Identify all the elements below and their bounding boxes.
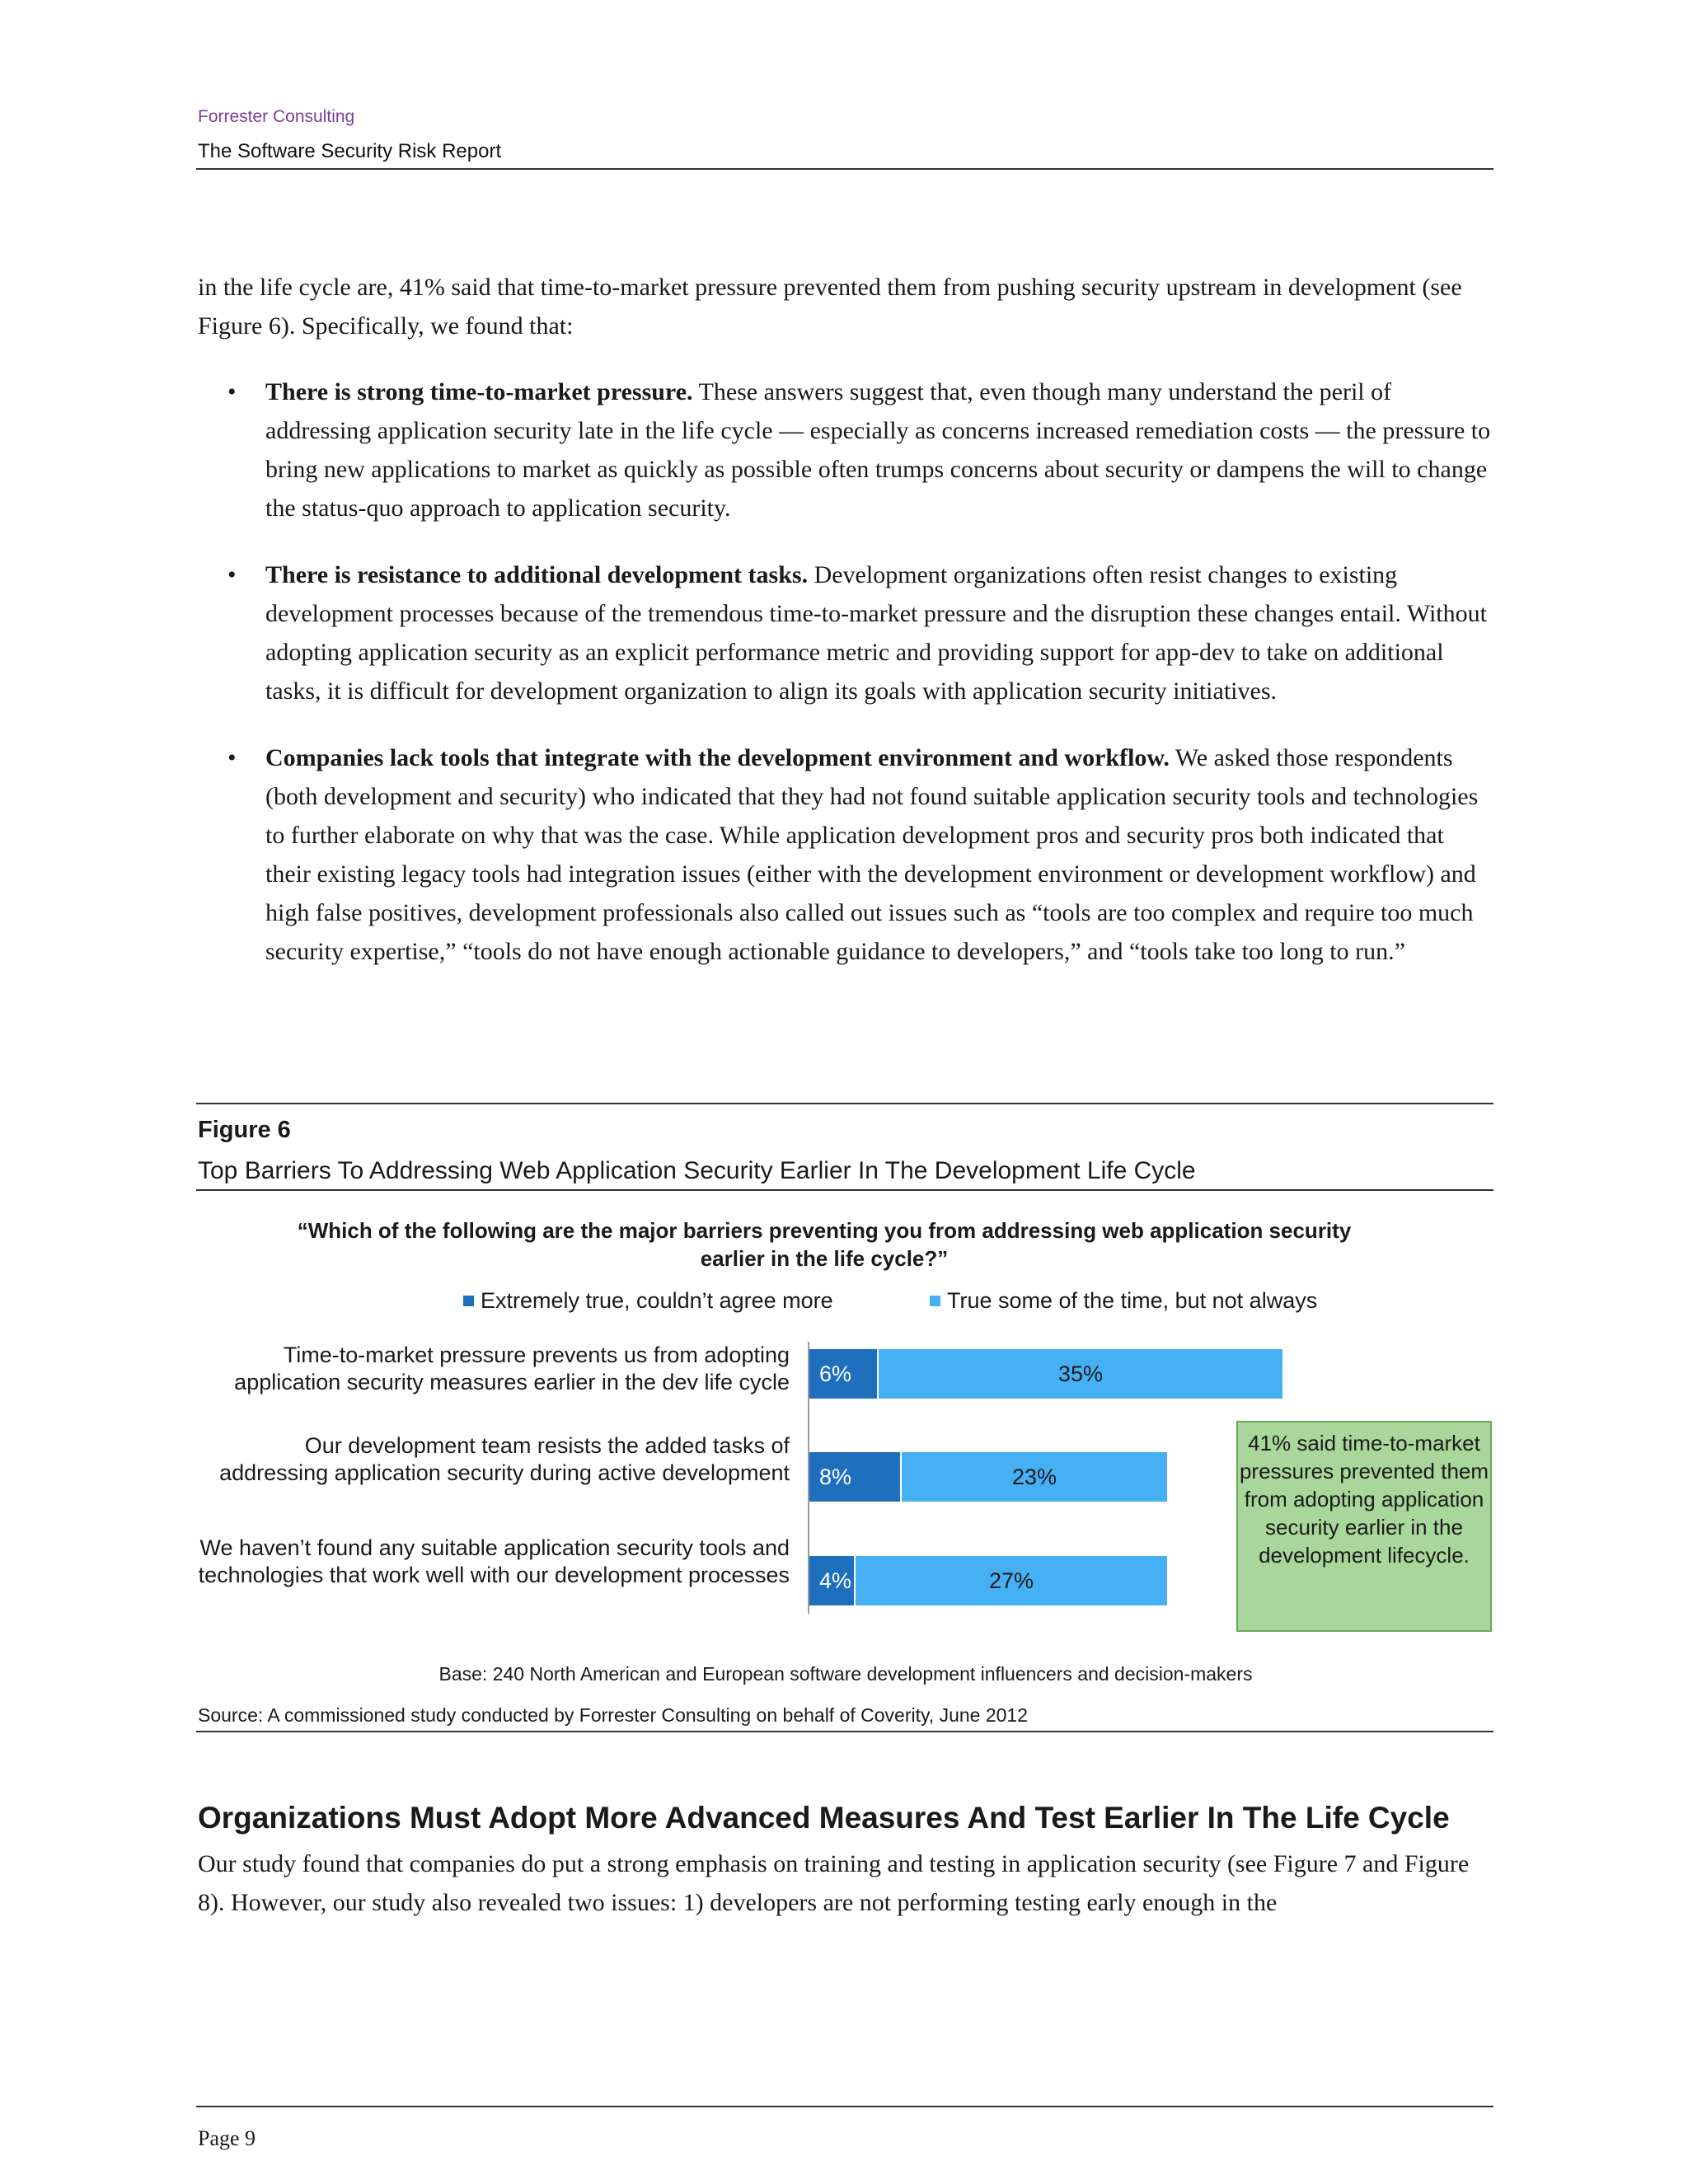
bullet-heading: There is strong time-to-market pressure.: [265, 378, 693, 405]
bar-value-label: 4%: [819, 1568, 852, 1593]
header-title: The Software Security Risk Report: [198, 140, 502, 162]
bullet-icon: •: [227, 744, 237, 771]
intro-paragraph: in the life cycle are, 41% said that time-to-market pressure prevented them from pushing security upstream in development (see Figure 6). Specifically, we found that:: [198, 274, 1462, 340]
bullet-text: Development organizations often resist changes to existing development processes because of the tremendous time-to-market pressure and the disruption these changes entail. Without adopting application security as an explicit performance metric and providing support for app-dev to take on additional tasks, it is difficult for development organization to align its goals with application security initiatives.: [265, 561, 1487, 705]
figure-title-rule: [196, 1189, 1493, 1191]
header-rule: [196, 168, 1493, 170]
category-label: We haven’t found any suitable application security tools and technologies that work well with our development processes: [198, 1535, 790, 1587]
figure-title: Top Barriers To Addressing Web Application Security Earlier In The Development Life Cycle: [198, 1157, 1196, 1184]
chart-question: “Which of the following are the major barriers preventing you from addressing web application security earlier in the life cycle?”: [297, 1218, 1352, 1271]
bullet-text: We asked those respondents (both development and security) who indicated that they had not found suitable application security tools and technologies to further elaborate on why that was the case. While application development pros and security pros both indicated that their existing legacy tools had integration issues (either with the development environment or development workflow) and high false positives, development professionals also called out issues such as “tools are too complex and require too much security expertise,” “tools do not have enough actionable guidance to developers,” and “tools take too long to run.”: [265, 744, 1479, 965]
list-item: [198, 373, 1493, 527]
page-number: Page 9: [198, 2126, 256, 2150]
bar-extremely-true: [809, 1452, 900, 1502]
bar-value-label: 6%: [819, 1361, 852, 1386]
legend-swatch: [463, 1296, 474, 1306]
legend-label: Extremely true, couldn’t agree more: [481, 1288, 833, 1313]
bar-extremely-true: [809, 1556, 854, 1605]
footer-rule: [196, 2106, 1493, 2107]
list-item: [198, 738, 1493, 971]
legend-item-true-some-time: [930, 1288, 1317, 1314]
figure-top-rule: [196, 1103, 1493, 1104]
header-brand: Forrester Consulting: [198, 107, 355, 126]
callout-box: 41% said time-to-market pressures prevented them from adopting application security earlier in the development lifecycle.: [1236, 1421, 1492, 1632]
bullet-icon: •: [227, 378, 237, 405]
bullet-heading: There is resistance to additional development tasks.: [265, 561, 809, 588]
figure-source: Source: A commissioned study conducted by Forrester Consulting on behalf of Coverity, June 2012: [198, 1704, 1029, 1726]
legend-swatch: [930, 1296, 940, 1306]
bullet-heading: Companies lack tools that integrate with the development environment and workflow.: [265, 744, 1170, 771]
figure-base: Base: 240 North American and European software development influencers and decision-makers: [438, 1663, 1253, 1685]
category-label: Our development team resists the added tasks of addressing application security during active development: [219, 1433, 790, 1485]
section-title: Organizations Must Adopt More Advanced Measures And Test Earlier In The Life Cycle: [198, 1801, 1450, 1835]
bullet-text: These answers suggest that, even though many understand the peril of addressing application security late in the life cycle — especially as concerns increased remediation costs — the pressure to bring new applications to market as quickly as possible often trumps concerns about security or dampens the will to change the status-quo approach to application security.: [265, 378, 1491, 522]
legend-label: True some of the time, but not always: [947, 1288, 1318, 1313]
section-paragraph: Our study found that companies do put a strong emphasis on training and testing in application security (see Figure 7 and Figure 8). However, our study also revealed two issues: 1) developers are not performing testing early enough in the: [198, 1850, 1470, 1916]
figure-label: Figure 6: [198, 1117, 291, 1143]
bar-value-label: 35%: [1057, 1361, 1104, 1386]
bar-extremely-true: [809, 1349, 877, 1399]
category-label: Time-to-market pressure prevents us from adopting application security measures earlier in the dev life cycle: [234, 1343, 790, 1394]
bar-value-label: 27%: [988, 1568, 1034, 1593]
bar-value-label: 23%: [1011, 1464, 1057, 1489]
list-item: [198, 555, 1493, 710]
bar-true-some-time: [879, 1349, 1282, 1399]
findings-list: [198, 373, 1493, 999]
bar-value-label: 8%: [819, 1464, 852, 1489]
bar-true-some-time: [902, 1452, 1167, 1502]
legend-item-extremely-true: [463, 1288, 833, 1314]
bullet-icon: •: [227, 561, 237, 588]
figure-bottom-rule: [196, 1731, 1493, 1732]
bar-true-some-time: [856, 1556, 1167, 1605]
